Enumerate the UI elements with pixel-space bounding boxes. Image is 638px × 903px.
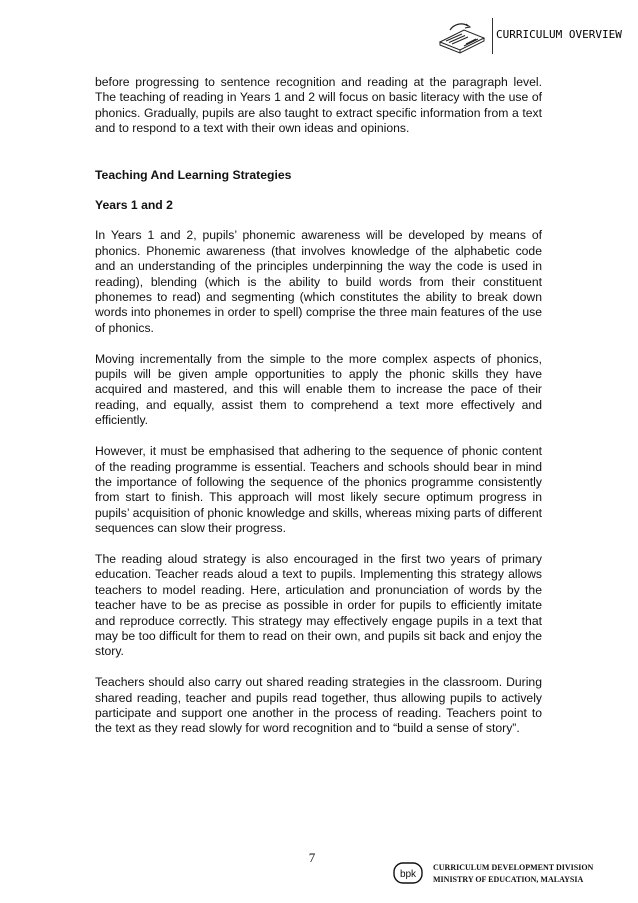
page-number: 7: [308, 850, 316, 865]
document-body: [95, 75, 542, 737]
page-header: [430, 14, 630, 54]
open-book-icon: [436, 20, 488, 54]
header-title: CURRICULUM OVERVIEW: [496, 28, 622, 41]
section-subheading: Years 1 and 2: [95, 198, 173, 213]
bpk-logo-icon: [393, 862, 423, 884]
footer-org-line-2: MINISTRY OF EDUCATION, MALAYSIA: [433, 875, 584, 884]
footer-org-line-1: CURRICULUM DEVELOPMENT DIVISION: [433, 863, 594, 872]
body-paragraph: However, it must be emphasised that adhering to the sequence of phonic content of the reading programme is essential. Teachers and schools should bear in mind the importance of following the sequence of the phonics programme consistently from start to finish. This approach will most likely secure optimum progress in pupils’ acquisition of phonic knowledge and skills, whereas mixing parts of different sequences can slow their progress.: [95, 444, 542, 536]
intro-paragraph: before progressing to sentence recognition and reading at the paragraph level. The teaching of reading in Years 1 and 2 will focus on basic literacy with the use of phonics. Gradually, pupils are also taught to extract specific information from a text and to respond to a text with their own ideas and opinions.: [95, 75, 542, 136]
body-paragraph: Teachers should also carry out shared reading strategies in the classroom. During shared reading, teacher and pupils read together, thus allowing pupils to actively participate and support one another in the process of reading. Teachers point to the text as they read slowly for word recognition and to “build a sense of story”.: [95, 675, 542, 736]
section-heading: Teaching And Learning Strategies: [95, 167, 292, 182]
svg-text:bpk: bpk: [399, 869, 417, 880]
footer-organization: [433, 862, 593, 886]
body-paragraph: The reading aloud strategy is also encouraged in the first two years of primary education. Teacher reads aloud a text to pupils. Implementing this strategy allows teachers to model reading. Here, articulation and pronunciation of words by the teacher have to be as precise as possible in order for pupils to efficiently imitate and reproduce correctly. This strategy may effectively engage pupils in a text that may be too difficult for them to read on their own, and pupils sit back and enjoy the story.: [95, 551, 542, 659]
header-divider: [492, 18, 493, 54]
body-paragraph: In Years 1 and 2, pupils’ phonemic awareness will be developed by means of phonics. Phonemic awareness (that involves knowledge of the alphabetic code and an understanding of the principles underpinning the way the code is used in reading), blending (which is the ability to build words from their constituent phonemes to read) and segmenting (which constitutes the ability to break down words into phonemes in order to spell) comprise the three main features of the use of phonics.: [95, 228, 542, 335]
body-paragraph: Moving incrementally from the simple to the more complex aspects of phonics, pupils will be given ample opportunities to apply the phonic skills they have acquired and mastered, and this will enable them to increase the pace of their reading, and equally, assist them to comprehend a text more effectively and efficiently.: [95, 351, 542, 428]
